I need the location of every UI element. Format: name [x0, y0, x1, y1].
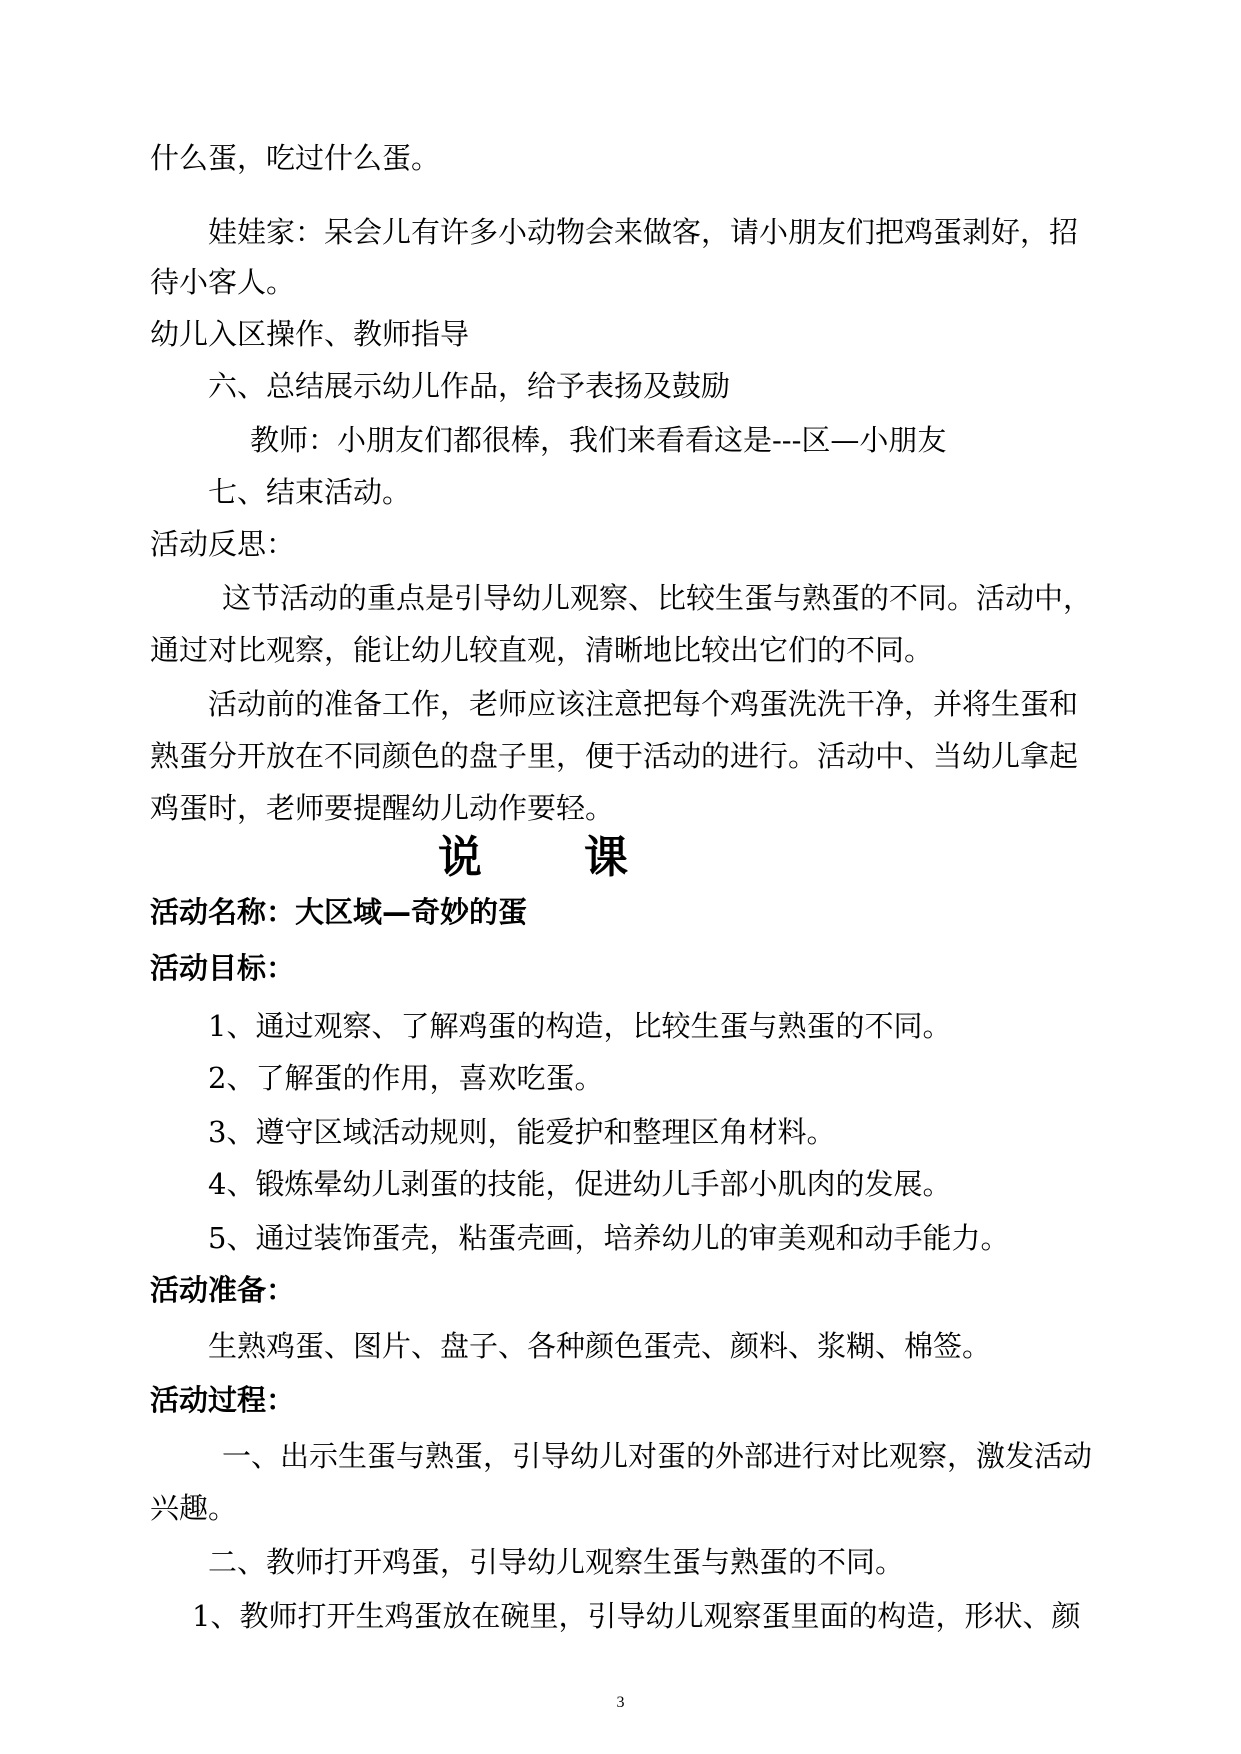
- goal-item: 2、了解蛋的作用，喜欢吃蛋。: [208, 1061, 604, 1095]
- section-heading: 七、结束活动。: [208, 475, 412, 509]
- text-line: 娃娃家：呆会儿有许多小动物会来做客，请小朋友们把鸡蛋剥好，招: [208, 215, 1079, 249]
- lesson-title-char: 课: [584, 832, 630, 883]
- text-line: 幼儿入区操作、教师指导: [150, 317, 470, 351]
- preparation-heading: 活动准备：: [150, 1273, 296, 1307]
- reflection-line: 熟蛋分开放在不同颜色的盘子里，便于活动的进行。活动中、当幼儿拿起: [150, 739, 1079, 773]
- reflection-heading: 活动反思：: [150, 527, 296, 561]
- process-heading: 活动过程：: [150, 1383, 296, 1417]
- process-line: 兴趣。: [150, 1491, 238, 1525]
- reflection-line: 通过对比观察，能让幼儿较直观，清晰地比较出它们的不同。: [150, 633, 934, 667]
- goal-item: 5、通过装饰蛋壳，粘蛋壳画，培养幼儿的审美观和动手能力。: [208, 1221, 1010, 1255]
- goal-item: 4、锻炼晕幼儿剥蛋的技能，促进幼儿手部小肌肉的发展。: [208, 1167, 952, 1201]
- goal-item: 3、遵守区域活动规则，能爱护和整理区角材料。: [208, 1115, 836, 1149]
- reflection-line: 这节活动的重点是引导幼儿观察、比较生蛋与熟蛋的不同。活动中，: [222, 581, 1093, 615]
- lesson-title: [438, 830, 630, 886]
- goals-heading: 活动目标：: [150, 951, 296, 985]
- process-line: 二、教师打开鸡蛋，引导幼儿观察生蛋与熟蛋的不同。: [208, 1545, 905, 1579]
- process-line: 1、教师打开生鸡蛋放在碗里，引导幼儿观察蛋里面的构造，形状、颜: [192, 1599, 1081, 1633]
- text-line: 待小客人。: [150, 265, 296, 299]
- process-line: 一、出示生蛋与熟蛋，引导幼儿对蛋的外部进行对比观察，激发活动: [222, 1439, 1093, 1473]
- preparation-text: 生熟鸡蛋、图片、盘子、各种颜色蛋壳、颜料、浆糊、棉签。: [208, 1329, 992, 1363]
- text-line: 什么蛋，吃过什么蛋。: [150, 141, 441, 175]
- lesson-title-char: 说: [438, 832, 484, 883]
- reflection-line: 活动前的准备工作，老师应该注意把每个鸡蛋洗洗干净，并将生蛋和: [208, 687, 1079, 721]
- text-line: 教师：小朋友们都很棒，我们来看看这是---区—小朋友: [250, 423, 947, 457]
- activity-name-heading: 活动名称：大区域—奇妙的蛋: [150, 895, 528, 929]
- section-heading: 六、总结展示幼儿作品，给予表扬及鼓励: [208, 369, 731, 403]
- goal-item: 1、通过观察、了解鸡蛋的构造，比较生蛋与熟蛋的不同。: [208, 1009, 952, 1043]
- page-number: 3: [616, 1694, 625, 1711]
- reflection-line: 鸡蛋时，老师要提醒幼儿动作要轻。: [150, 791, 615, 825]
